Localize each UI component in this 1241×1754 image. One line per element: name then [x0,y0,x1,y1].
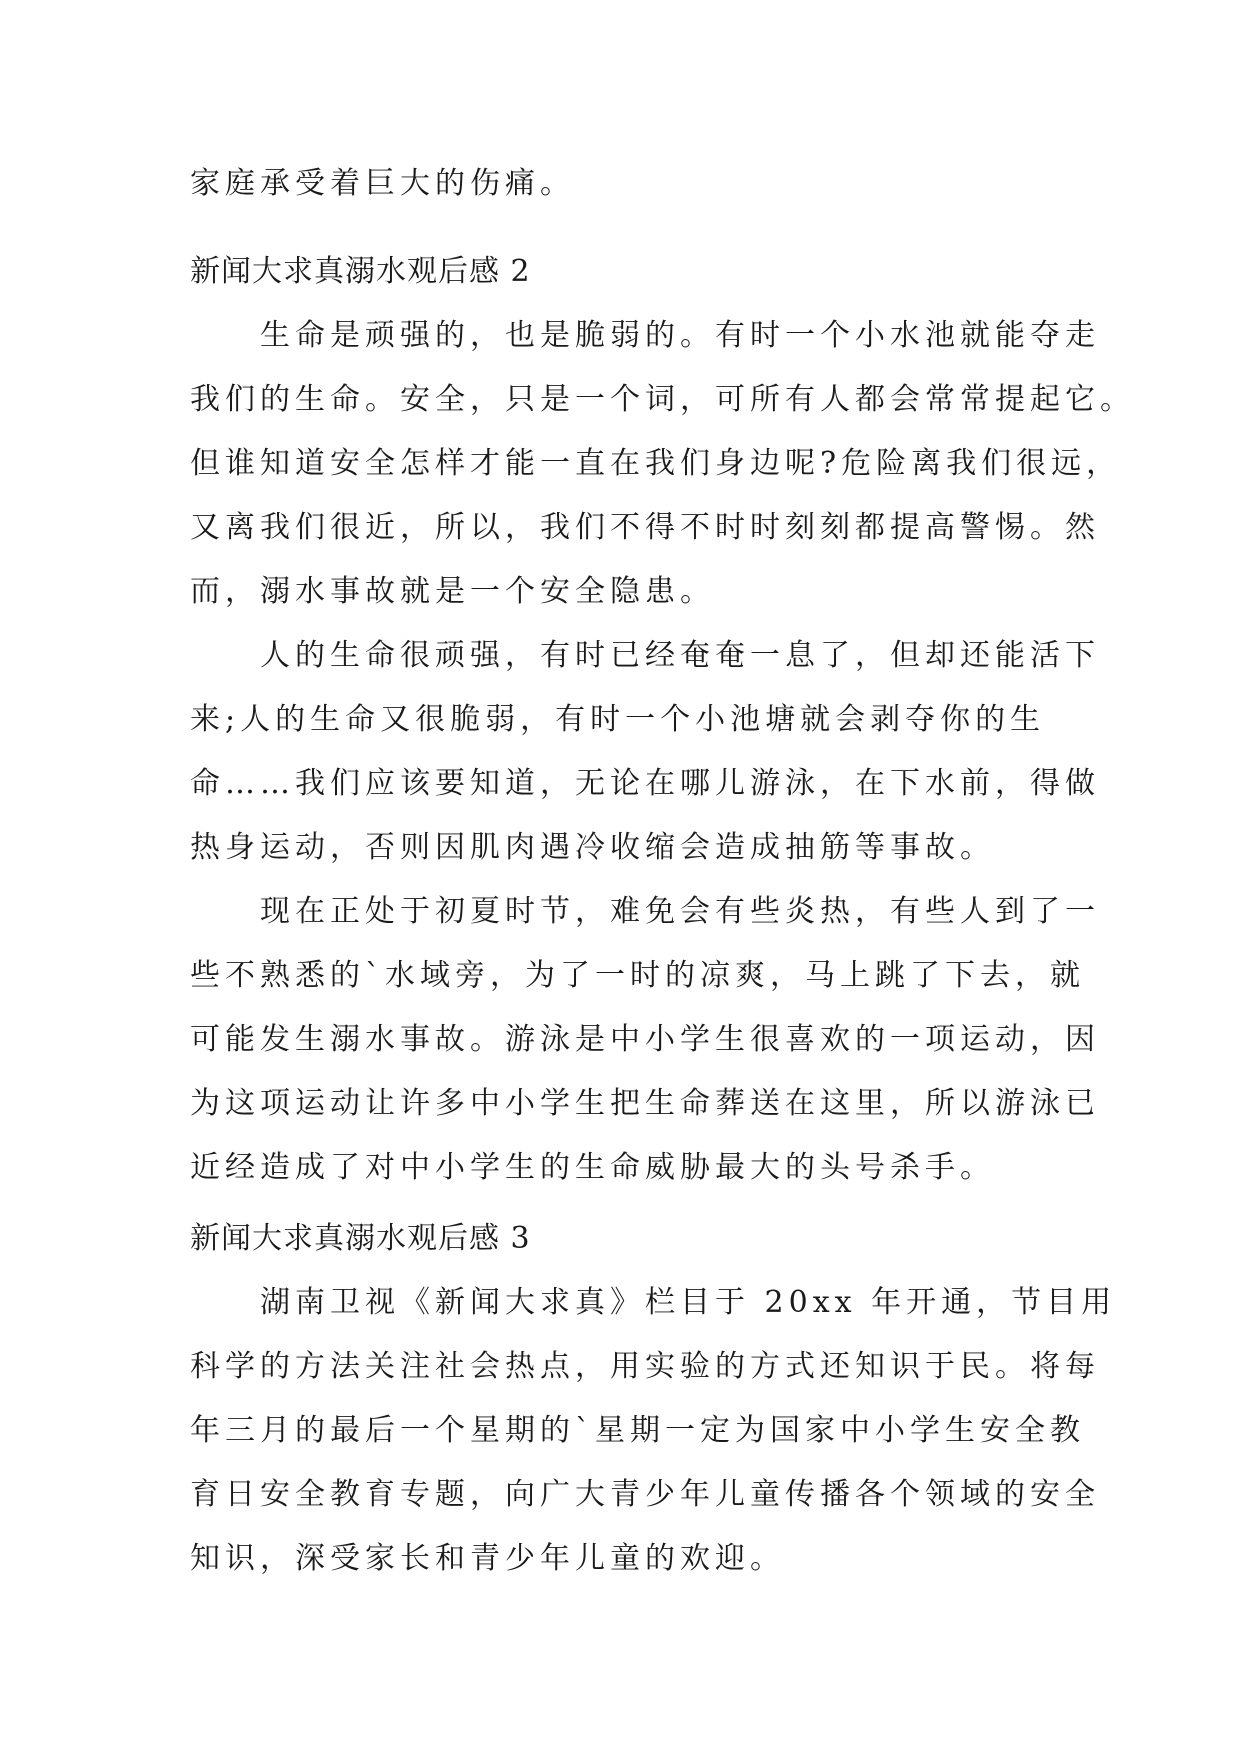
paragraph-line: 育日安全教育专题，向广大青少年儿童传播各个领域的安全 [190,1477,1100,1512]
section-heading: 新闻大求真溺水观后感 3 [190,1221,531,1256]
paragraph-line: 热身运动，否则因肌肉遇冷收缩会造成抽筋等事故。 [190,830,995,865]
paragraph-line: 年三月的最后一个星期的`星期一定为国家中小学生安全教 [190,1413,1085,1448]
section-2 [190,240,1135,1200]
paragraph-line: 为这项运动让许多中小学生把生命葬送在这里，所以游泳已 [190,1086,1100,1121]
section-heading: 新闻大求真溺水观后感 2 [190,254,531,289]
paragraph-line: 科学的方法关注社会热点，用实验的方式还知识于民。将每 [190,1349,1100,1384]
paragraph-line: 又离我们很近，所以，我们不得不时时刻刻都提高警惕。然 [190,510,1100,545]
paragraph-line: 可能发生溺水事故。游泳是中小学生很喜欢的一项运动，因 [190,1022,1100,1057]
paragraph-line: 我们的生命。安全，只是一个词，可所有人都会常常提起它。 [190,382,1135,417]
paragraph-line: 些不熟悉的`水域旁，为了一时的凉爽，马上跳了下去，就 [190,958,1085,993]
paragraph-line: 而，溺水事故就是一个安全隐患。 [190,574,715,609]
paragraph-line: 来;人的生命又很脆弱，有时一个小池塘就会剥夺你的生 [190,702,1046,737]
paragraph-line: 近经造成了对中小学生的生命威胁最大的头号杀手。 [190,1150,995,1185]
paragraph-line: 知识，深受家长和青少年儿童的欢迎。 [190,1541,785,1576]
paragraph-line: 湖南卫视《新闻大求真》栏目于 20xx 年开通，节目用 [190,1285,1117,1320]
section-1-tail [190,152,1050,216]
paragraph-line: 人的生命很顽强，有时已经奄奄一息了，但却还能活下 [190,638,1100,673]
section-3 [190,1207,1117,1591]
paragraph-line: 现在正处于初夏时节，难免会有些炎热，有些人到了一 [190,894,1100,929]
paragraph-line: 但谁知道安全怎样才能一直在我们身边呢?危险离我们很远， [190,446,1122,481]
paragraph-line: 家庭承受着巨大的伤痛。 [190,166,575,201]
paragraph-line: 生命是顽强的，也是脆弱的。有时一个小水池就能夺走 [190,318,1100,353]
paragraph-line: 命……我们应该要知道，无论在哪儿游泳，在下水前，得做 [190,766,1100,801]
